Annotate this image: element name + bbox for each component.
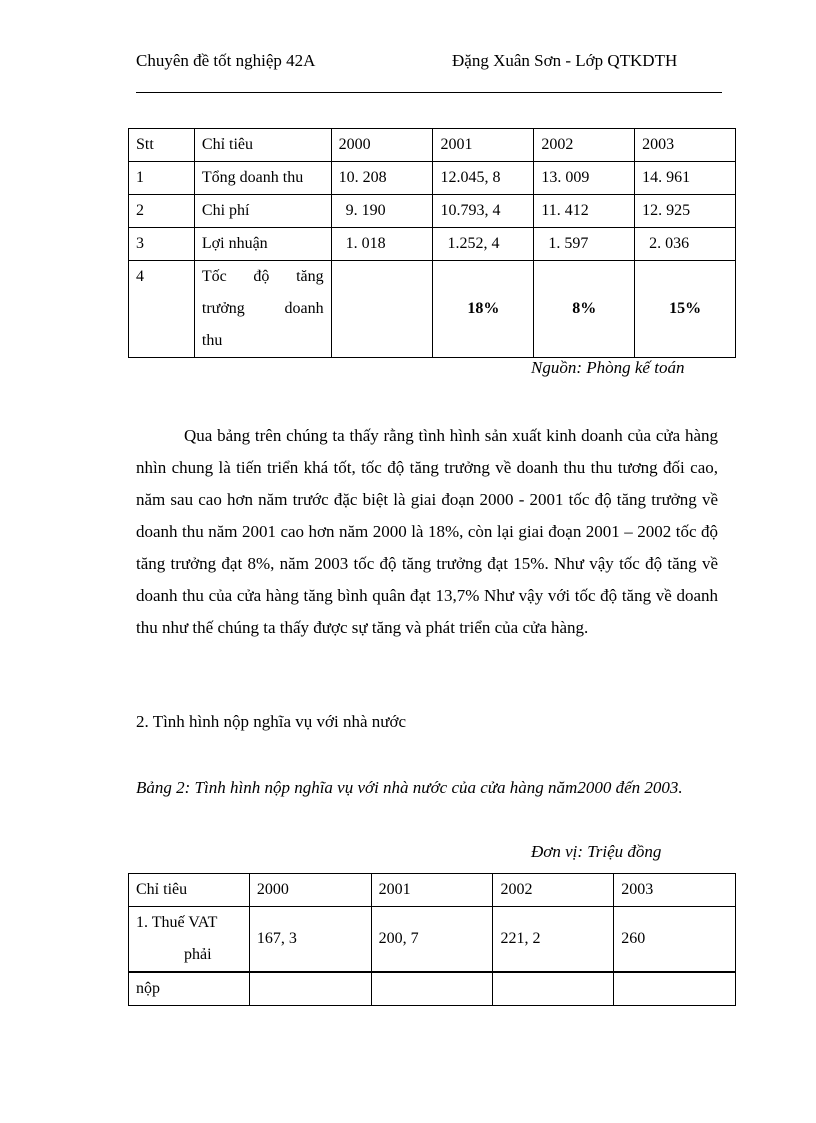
tax-table (128, 873, 736, 1006)
source-note: Nguồn: Phòng kế toán (531, 358, 685, 377)
revenue-table (128, 128, 736, 358)
table-cell (249, 972, 371, 1006)
header-right: Đặng Xuân Sơn - Lớp QTKDTH (452, 51, 678, 70)
table-cell: 13. 009 (534, 162, 635, 195)
table-cell: 2 (129, 195, 195, 228)
vat-label-cell (129, 907, 250, 973)
header-cell: 2002 (493, 874, 614, 907)
paragraph-text: Qua bảng trên chúng ta thấy rằng tình hình sản xuất kinh doanh của cửa hàng nhìn chung là tiến triển khá tốt, tốc độ tăng trưởng về doanh thu thu tương đối cao, năm sau cao hơn năm trước đặc biệt là giai đoạn 2000 - 2001 tốc độ tăng trưởng về doanh thu năm 2001 cao hơn năm 2000 là 18%, còn lại giai đoạn 2001 – 2002 tốc độ tăng trưởng đạt 8%, năm 2003 tốc độ tăng trưởng đạt 15%. Như vậy tốc độ tăng về doanh thu của cửa hàng tăng bình quân đạt 13,7% Như vậy với tốc độ tăng về doanh thu như thế chúng ta thấy được sự tăng và phát triển của cửa hàng. (136, 426, 718, 637)
table-caption: Bảng 2: Tình hình nộp nghĩa vụ với nhà nước của cửa hàng năm2000 đến 2003. (136, 778, 683, 797)
table-cell: 8% (534, 261, 635, 358)
table-cell (371, 972, 493, 1006)
table-cell: 10.793, 4 (433, 195, 534, 228)
table-cell: 3 (129, 228, 195, 261)
header-cell: 2000 (331, 129, 433, 162)
table-cell: 15% (635, 261, 736, 358)
table-header-row (129, 874, 736, 907)
table-cell: 11. 412 (534, 195, 635, 228)
table-cell: Tổng doanh thu (194, 162, 331, 195)
header-cell: 2003 (614, 874, 736, 907)
table-header-row (129, 129, 736, 162)
table-row (129, 228, 736, 261)
header-cell: Stt (129, 129, 195, 162)
table-cell: 18% (433, 261, 534, 358)
table-cell: Lợi nhuận (194, 228, 331, 261)
table-row (129, 162, 736, 195)
table-cell (493, 972, 614, 1006)
unit-note: Đơn vị: Triệu đồng (531, 842, 662, 861)
table-cell: 1. 018 (331, 228, 433, 261)
table-cell: 14. 961 (635, 162, 736, 195)
header-cell: 2002 (534, 129, 635, 162)
table-cell: nộp (129, 972, 250, 1006)
header-rule (136, 92, 722, 93)
table-cell: 12. 925 (635, 195, 736, 228)
growth-label-line: trưởng doanh (201, 300, 324, 317)
header-cell: Chỉ tiêu (129, 874, 250, 907)
table-cell: 4 (129, 261, 195, 358)
table-cell: 1.252, 4 (433, 228, 534, 261)
header-cell: Chỉ tiêu (194, 129, 331, 162)
table-cell: 12.045, 8 (433, 162, 534, 195)
header-cell: 2001 (371, 874, 493, 907)
body-paragraph (136, 420, 718, 644)
table-cell (614, 972, 736, 1006)
vat-label-line: phải (184, 946, 212, 963)
table-cell: 260 (614, 907, 736, 973)
table-cell: 221, 2 (493, 907, 614, 973)
header-cell: 2003 (635, 129, 736, 162)
table-cell (331, 261, 433, 358)
header-left: Chuyên đề tốt nghiệp 42A (136, 51, 316, 70)
header-cell: 2000 (249, 874, 371, 907)
table-cell: 1 (129, 162, 195, 195)
header-cell: 2001 (433, 129, 534, 162)
growth-label-line: Tốc độ tăng (201, 268, 324, 285)
table-row-growth (129, 261, 736, 358)
table-cell: 9. 190 (331, 195, 433, 228)
table-row (129, 972, 736, 1006)
table-cell: 200, 7 (371, 907, 493, 973)
table-cell: Chi phí (194, 195, 331, 228)
vat-label-line: 1. Thuế VAT (136, 914, 218, 931)
section-title: 2. Tình hình nộp nghĩa vụ với nhà nước (136, 712, 407, 731)
growth-label-cell (194, 261, 331, 358)
table-row (129, 195, 736, 228)
table-cell: 2. 036 (635, 228, 736, 261)
table-cell: 167, 3 (249, 907, 371, 973)
growth-label-line: thu (201, 332, 223, 349)
table-cell: 10. 208 (331, 162, 433, 195)
table-cell: 1. 597 (534, 228, 635, 261)
table-row (129, 907, 736, 973)
